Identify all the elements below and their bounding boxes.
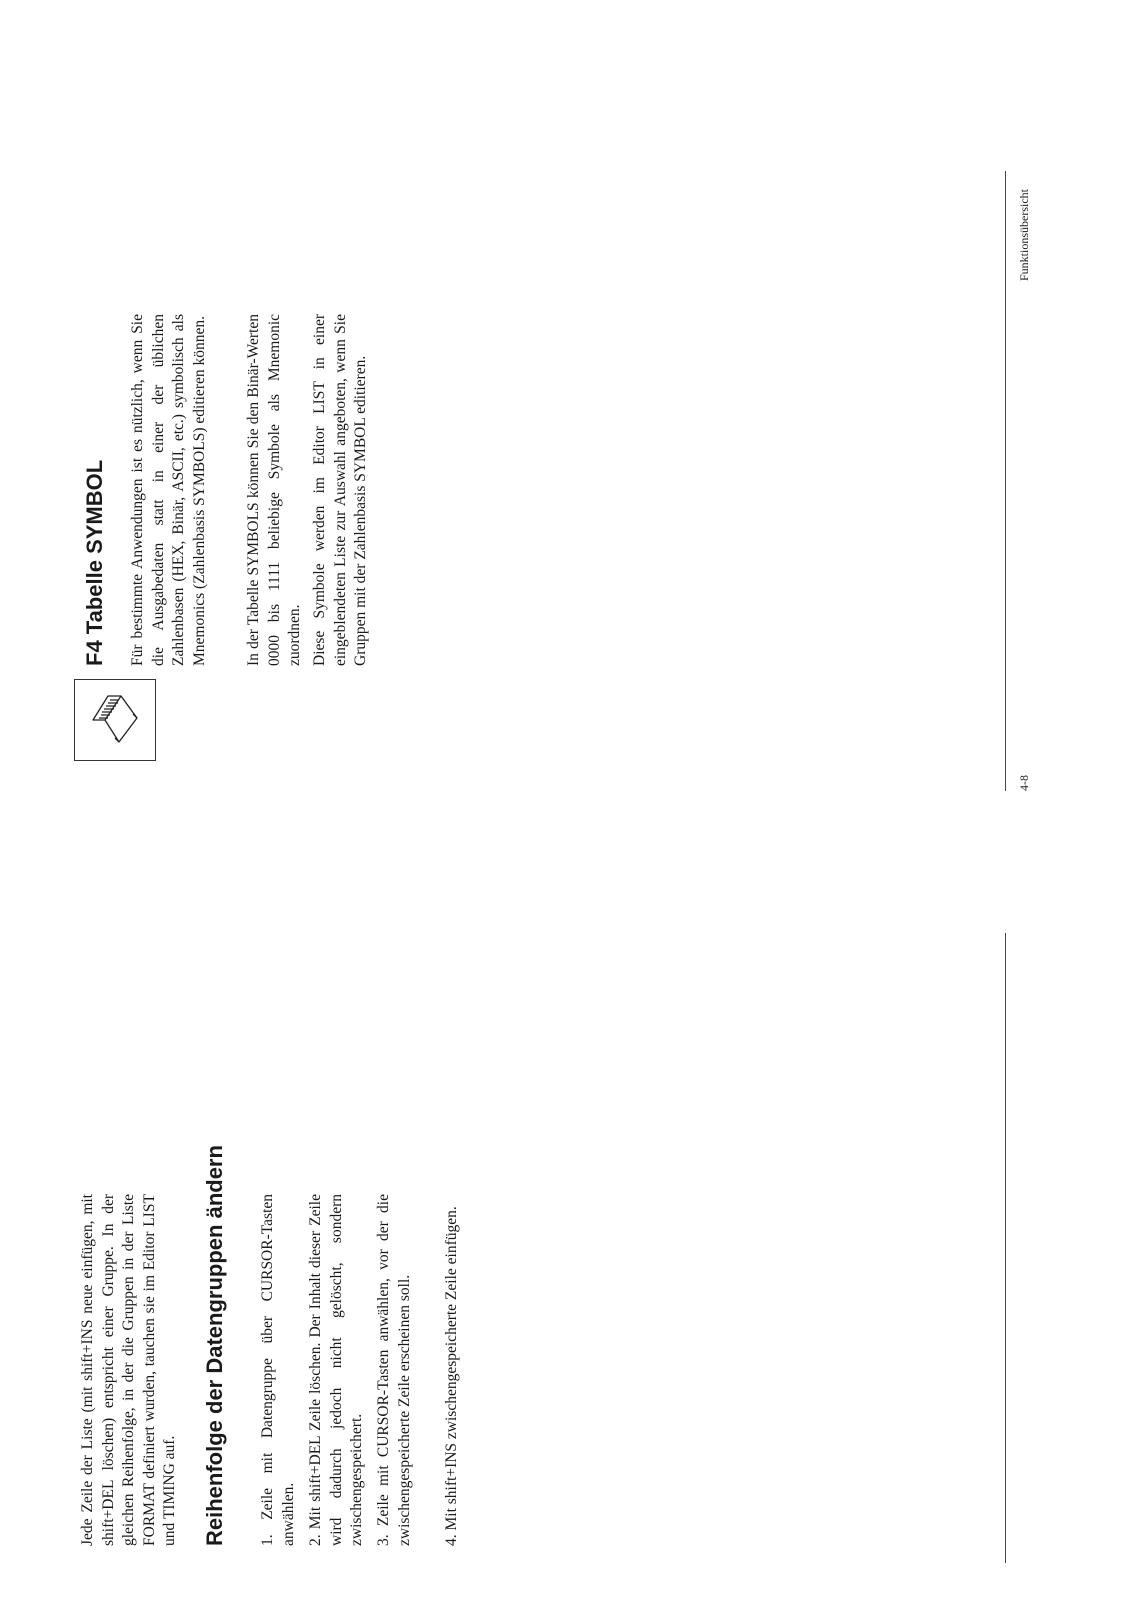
- step-item: 3. Zeile mit CURSOR-Tasten anwählen, vor der die zwischengespeicherte Zeile erscheinen soll.: [375, 1194, 413, 1546]
- page-number: 4-8: [1017, 775, 1031, 791]
- section-heading-reihenfolge: Reihenfolge der Datengruppen ändern: [202, 1145, 227, 1546]
- step-item: 4. Mit shift+INS zwischengespeicherte Zeile einfügen.: [443, 1206, 460, 1546]
- step-item: 1. Zeile mit Datengruppe über CURSOR-Tasten anwählen.: [259, 1194, 297, 1546]
- symbol-paragraph: In der Tabelle SYMBOLS können Sie den Binär-Werten 0000 bis 1111 beliebige Symbole als Mnemonic zuordnen.: [245, 314, 303, 666]
- footer-rule-right: [1005, 171, 1006, 791]
- footer-rule-left: [1005, 933, 1006, 1563]
- symbol-paragraph: Diese Symbole werden im Editor LIST in einer eingeblendeten Liste zur Auswahl angeboten, wenn Sie Gruppen mit der Zahlenbasis SYMBOL editieren.: [311, 314, 369, 666]
- step-item: 2. Mit shift+DEL Zeile löschen. Der Inhalt dieser Zeile wird dadurch jedoch nicht gelöscht, sondern zwischengespeichert.: [307, 1194, 365, 1546]
- book-icon: [74, 679, 156, 761]
- symbol-paragraph: Für bestimmte Anwendungen ist es nützlich, wenn Sie die Ausgabedaten statt in einer der üblichen Zahlenbasen (HEX, Binär, ASCII, etc.) symbolisch als Mnemonics (Zahlenbasis SYMBOLS) editieren können.: [129, 314, 208, 666]
- section-heading-symbol: F4 Tabelle SYMBOL: [82, 459, 107, 666]
- intro-paragraph: Jede Zeile der Liste (mit shift+INS neue einfügen, mit shift+DEL löschen) entspricht einer Gruppe. In der gleichen Reihenfolge, in der die Gruppen in der Liste FORMAT definiert wurden, tauchen sie im Editor LIST und TIMING auf.: [79, 1194, 178, 1546]
- footer-section-title: Funktionsübersicht: [1017, 189, 1031, 281]
